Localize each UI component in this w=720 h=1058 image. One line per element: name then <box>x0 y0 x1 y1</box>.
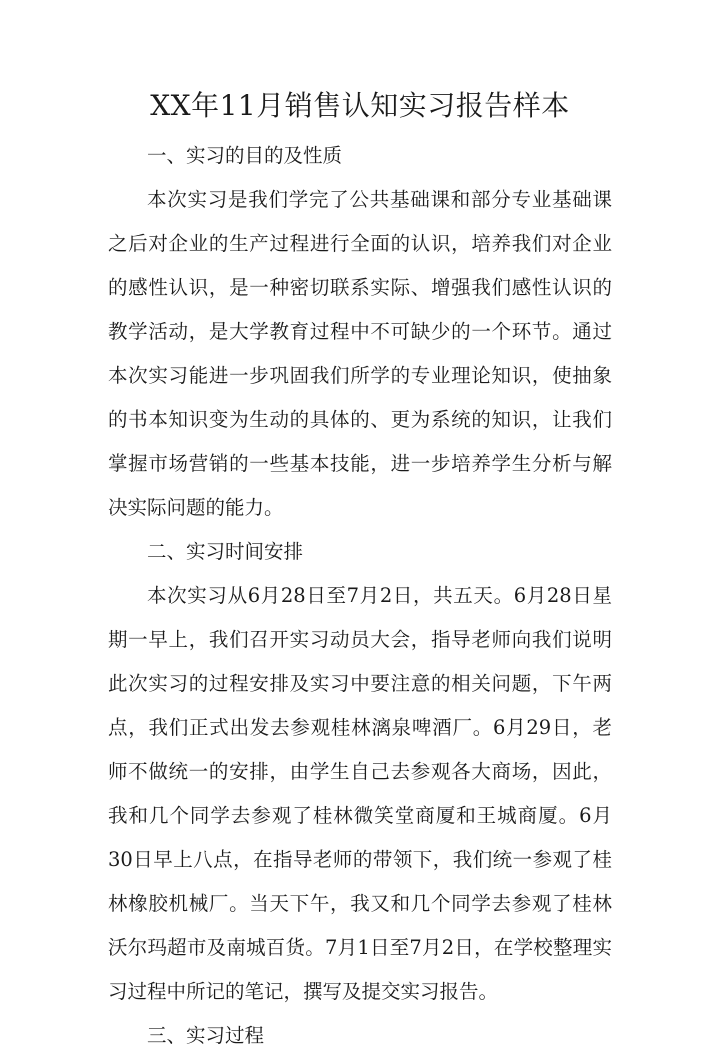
section-paragraph-schedule: 本次实习从6月28日至7月2日，共五天。6月28日星期一早上，我们召开实习动员大会，指导老师向我们说明此次实习的过程安排及实习中要注意的相关问题，下午两点，我们正式出发去参观桂林漓泉啤酒厂。6月29日，老师不做统一的安排，由学生自己去参观各大商场，因此，我和几个同学去参观了桂林微笑堂商厦和王城商厦。6月30日早上八点，在指导老师的带领下，我们统一参观了桂林橡胶机械厂。当天下午，我又和几个同学去参观了桂林沃尔玛超市及南城百货。7月1日至7月2日，在学校整理实习过程中所记的笔记，撰写及提交实习报告。 <box>108 584 612 1003</box>
section-paragraph-purpose: 本次实习是我们学完了公共基础课和部分专业基础课之后对企业的生产过程进行全面的认识，培养我们对企业的感性认识，是一种密切联系实际、增强我们感性认识的教学活动，是大学教育过程中不可缺少的一个环节。通过本次实习能进一步巩固我们所学的专业理论知识，使抽象的书本知识变为生动的具体的、更为系统的知识，让我们掌握市场营销的一些基本技能，进一步培养学生分析与解决实际问题的能力。 <box>108 188 612 519</box>
section-heading-schedule: 二、实习时间安排 <box>147 540 304 563</box>
section-heading-process: 三、实习过程 <box>147 1024 265 1047</box>
document-title: XX年11月销售认知实习报告样本 <box>150 89 570 122</box>
section-heading-purpose: 一、实习的目的及性质 <box>147 144 343 167</box>
